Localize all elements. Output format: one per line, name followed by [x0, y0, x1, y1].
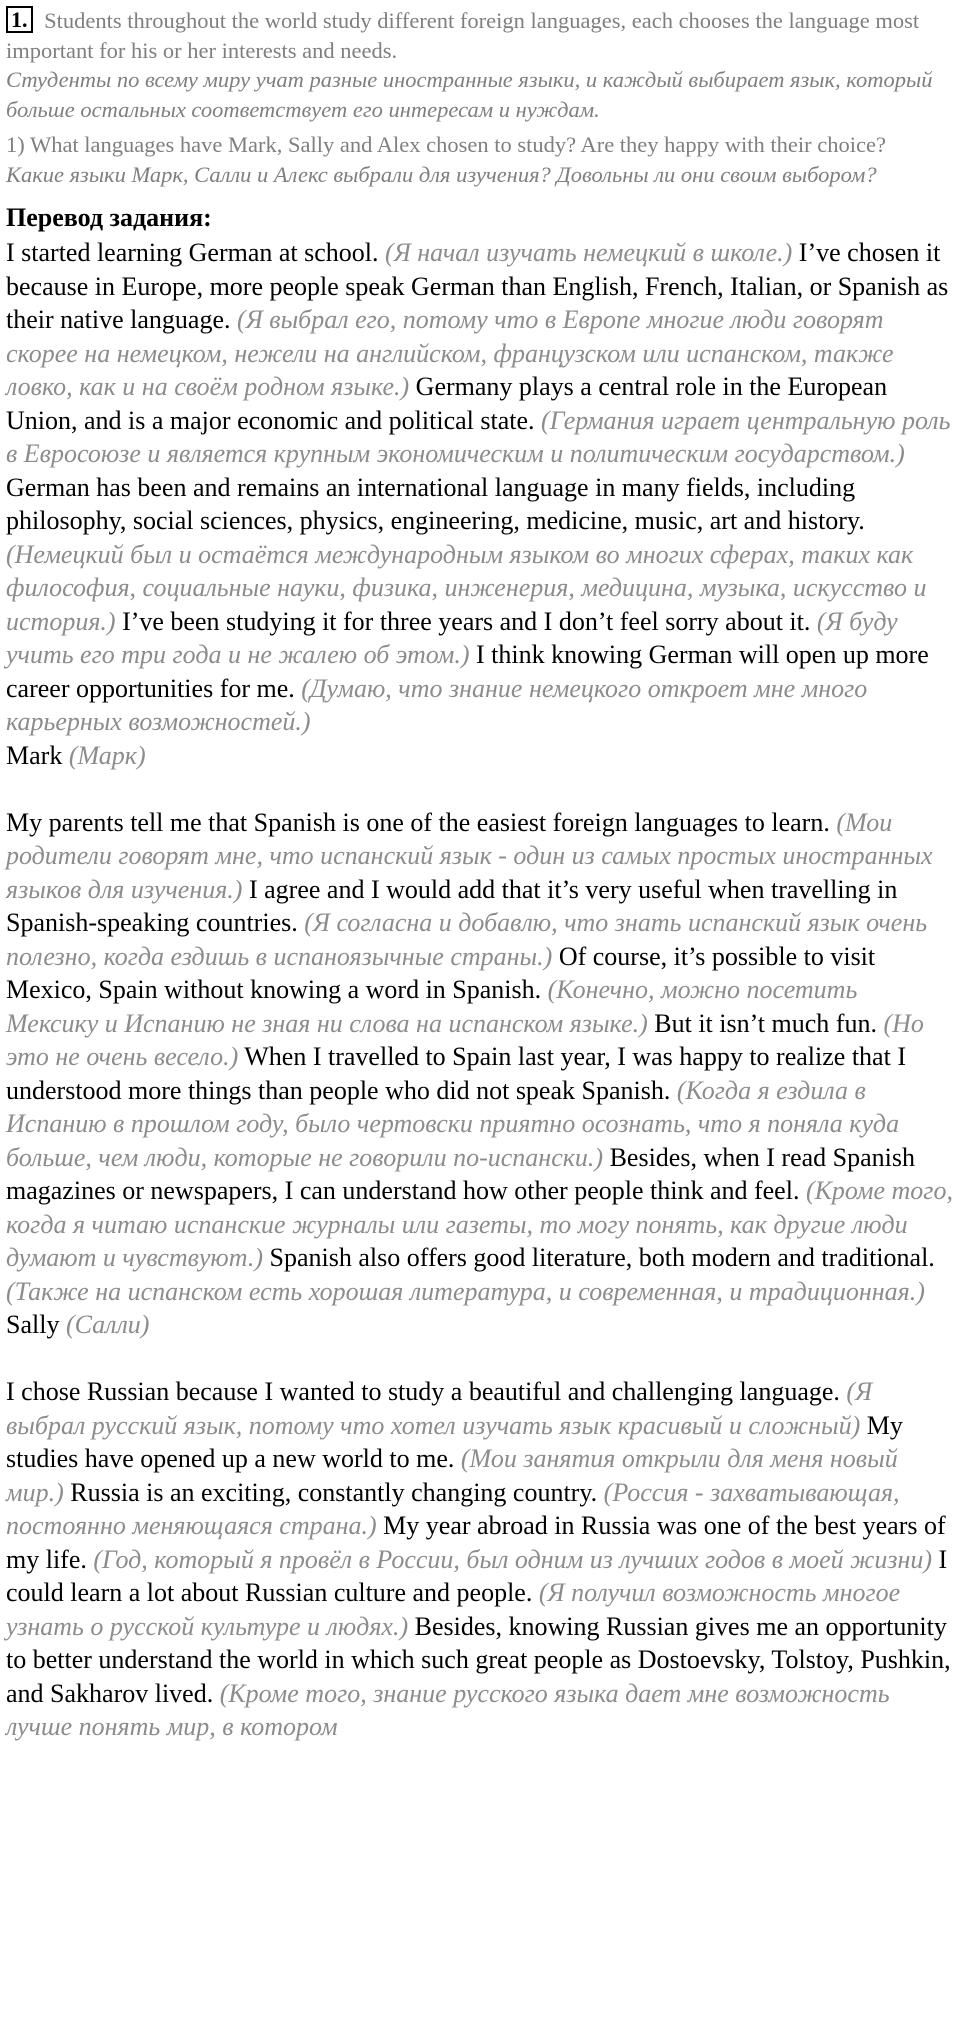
alex-sentence-ru: (Мои занятия открыли для меня новый мир.) — [6, 1444, 898, 1507]
alex-sentence-en: My studies have opened up a new world to me. — [6, 1410, 903, 1473]
sally-sentence-ru: (Конечно, можно посетить Мексику и Испанию не зная ни слова на испанском языке.) — [6, 975, 858, 1038]
task-number: 1. — [6, 6, 33, 33]
task-question — [6, 130, 954, 189]
alex-sentence-ru: (Кроме того, знание русского языка дает мне возможность лучше понять мир, в котором — [6, 1678, 890, 1741]
mark-sentence-ru: (Я буду учить его три года и не жалею об этом.) — [6, 606, 898, 669]
mark-sentence-ru: (Я начал изучать немецкий в школе.) — [385, 238, 793, 267]
sally-name-en: Sally — [6, 1310, 60, 1339]
mark-sentence-en: I started learning German at school. — [6, 238, 379, 267]
sally-sentence-en: Besides, when I read Spanish magazines or newspapers, I can understand how other people think and feel. — [6, 1142, 915, 1205]
translation-heading: Перевод задания: — [6, 203, 212, 232]
mark-sentence-ru: (Германия играет центральную роль в Евросоюзе и является крупным экономическим и политическим государством.) — [6, 405, 951, 468]
sally-sentence-en: My parents tell me that Spanish is one of the easiest foreign languages to learn. — [6, 807, 830, 837]
task-section — [6, 6, 954, 189]
mark-sentence-en: I’ve chosen it because in Europe, more people speak German than English, French, Italian, or Spanish as their native language. — [6, 238, 949, 334]
alex-sentence-en: I chose Russian because I wanted to study a beautiful and challenging language. — [6, 1377, 840, 1406]
mark-sentence-en: Germany plays a central role in the European Union, and is a major economic and political state. — [6, 372, 888, 435]
sally-sentence-ru: (Также на испанском есть хорошая литература, и современная, и традиционная.) — [6, 1276, 925, 1306]
alex-paragraph — [6, 1375, 954, 1744]
mark-paragraph — [6, 236, 954, 739]
mark-sentence-ru: (Я выбрал его, потому что в Европе многие люди говорят скорее на немецком, нежели на английском, французском или испанском, также ловко, как и на своём родном языке.) — [6, 305, 894, 401]
mark-sentence-en: I’ve been studying it for three years and I don’t feel sorry about it. — [122, 606, 811, 636]
mark-sentence-en: I think knowing German will open up more career opportunities for me. — [6, 640, 929, 703]
alex-sentence-en: Russia is an exciting, constantly changing country. — [70, 1477, 598, 1507]
sally-sentence-ru: (Я согласна и добавлю, что знать испанский язык очень полезно, когда ездишь в испаноязычные страны.) — [6, 908, 928, 971]
sally-name-ru: (Салли) — [65, 1310, 150, 1339]
sally-sentence-ru: (Но это не очень весело.) — [6, 1008, 924, 1071]
mark-sentence-ru: (Немецкий был и остаётся международным языком во многих сферах, таких как философия, социальные науки, физика, инженерия, медицина, музыка, искусство и история.) — [6, 539, 927, 636]
task-question-en: 1) What languages have Mark, Sally and Alex chosen to study? Are they happy with their choice? — [6, 132, 886, 157]
task-intro — [6, 6, 954, 124]
alex-sentence-en: I could learn a lot about Russian culture and people. — [6, 1544, 948, 1607]
task-intro-en: Students throughout the world study different foreign languages, each chooses the language most important for his or her interests and needs. — [6, 8, 920, 63]
sally-sentence-ru: (Когда я ездила в Испанию в прошлом году, было чертовски приятно осознать, что я поняла куда больше, чем люди, которые не говорили по-испански.) — [6, 1075, 900, 1172]
mark-sentence-ru: (Думаю, что знание немецкого откроет мне много карьерных возможностей.) — [6, 673, 868, 736]
alex-sentence-ru: (Я получил возможность многое узнать о русской культуре и людях.) — [6, 1578, 901, 1641]
sally-sentence-ru: (Мои родители говорят мне, что испанский язык - один из самых простых иностранных языков для изучения.) — [6, 807, 933, 904]
sally-paragraph — [6, 806, 954, 1309]
mark-name-ru: (Марк) — [68, 740, 146, 770]
task-question-ru: Какие языки Марк, Салли и Алекс выбрали для изучения? Довольны ли они своим выбором? — [6, 161, 877, 187]
alex-sentence-ru: (Россия - захватывающая, постоянно меняющаяся страна.) — [6, 1477, 900, 1540]
mark-name-en: Mark — [6, 740, 63, 770]
alex-sentence-en: Besides, knowing Russian gives me an opportunity to better understand the world in which such great people as Dostoevsky, Tolstoy, Pushkin, and Sakharov lived. — [6, 1611, 951, 1708]
alex-sentence-ru: (Год, который я провёл в России, был одним из лучших годов в моей жизни) — [93, 1544, 933, 1574]
alex-sentence-ru: (Я выбрал русский язык, потому что хотел изучать язык красивый и сложный) — [6, 1377, 873, 1440]
mark-sentence-en: German has been and remains an international language in many fields, including philosophy, social sciences, physics, engineering, medicine, music, art and history. — [6, 472, 865, 535]
paragraph-gap — [6, 772, 954, 806]
paragraph-gap — [6, 1342, 954, 1376]
sally-sentence-en: Spanish also offers good literature, both modern and traditional. — [269, 1243, 935, 1272]
sally-sentence-en: Of course, it’s possible to visit Mexico, Spain without knowing a word in Spanish. — [6, 941, 876, 1004]
sally-signature — [6, 1308, 954, 1342]
mark-signature — [6, 739, 954, 773]
sally-sentence-ru: (Кроме того, когда я читаю испанские журналы или газеты, то могу понять, как другие люди думают и чувствуют.) — [6, 1176, 953, 1272]
document — [6, 6, 954, 1744]
sally-sentence-en: I agree and I would add that it’s very useful when travelling in Spanish-speaking countries. — [6, 874, 898, 937]
sally-sentence-en: But it isn’t much fun. — [654, 1008, 877, 1038]
task-intro-ru: Студенты по всему миру учат разные иностранные языки, и каждый выбирает язык, который больше остальных соответствует его интересам и нуждам. — [6, 67, 933, 122]
alex-sentence-en: My year abroad in Russia was one of the best years of my life. — [6, 1511, 946, 1574]
sally-sentence-en: When I travelled to Spain last year, I was happy to realize that I understood more things than people who did not speak Spanish. — [6, 1042, 906, 1105]
